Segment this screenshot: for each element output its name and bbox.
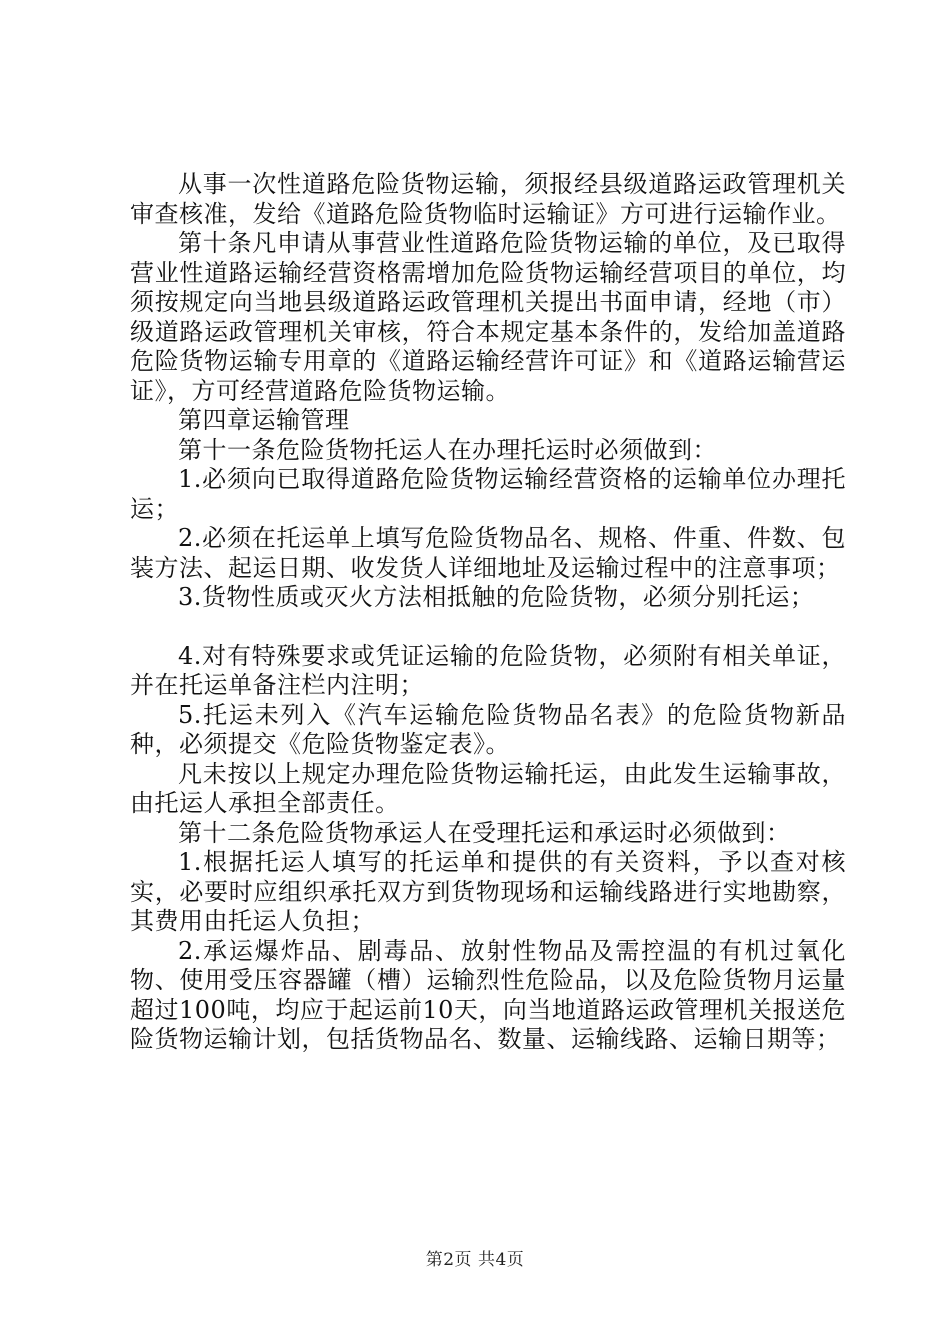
article-heading: 第十一条危险货物托运人在办理托运时必须做到： <box>178 435 717 464</box>
list-item: 1.必须向已取得道路危险货物运输经营资格的运输单位办理托运； <box>130 465 846 523</box>
document-body <box>130 170 846 1055</box>
list-item: 3.货物性质或灭火方法相抵触的危险货物，必须分别托运； <box>178 583 815 611</box>
page-footer <box>0 1245 950 1270</box>
list-item: 2.必须在托运单上填写危险货物品名、规格、件重、件数、包装方法、起运日期、收发货人详细地址及运输过程中的注意事项； <box>130 524 846 582</box>
article-heading: 第十二条危险货物承运人在受理托运和承运时必须做到： <box>178 818 791 847</box>
paragraph: 凡未按以上规定办理危险货物运输托运，由此发生运输事故，由托运人承担全部责任。 <box>130 759 846 817</box>
list-item: 4.对有特殊要求或凭证运输的危险货物，必须附有相关单证，并在托运单备注栏内注明； <box>130 641 846 699</box>
list-item: 5.托运未列入《汽车运输危险货物品名表》的危险货物新品种，必须提交《危险货物鉴定表》。 <box>130 700 846 758</box>
list-item: 2.承运爆炸品、剧毒品、放射性物品及需控温的有机过氧化物、使用受压容器罐（槽）运输烈性危险品，以及危险货物月运量超过100吨，均应于起运前10天，向当地道路运政管理机关报送危险货物运输计划，包括货物品名、数量、运输线路、运输日期等； <box>130 936 846 1053</box>
paragraph: 第十条凡申请从事营业性道路危险货物运输的单位，及已取得营业性道路运输经营资格需增加危险货物运输经营项目的单位，均须按规定向当地县级道路运政管理机关提出书面申请，经地（市）级道路运政管理机关审核，符合本规定基本条件的，发给加盖道路危险货物运输专用章的《道路运输经营许可证》和《道路运输营运证》，方可经营道路危险货物运输。 <box>130 229 846 405</box>
list-item: 1.根据托运人填写的托运单和提供的有关资料，予以查对核实，必要时应组织承托双方到货物现场和运输线路进行实地勘察，其费用由托运人负担； <box>130 848 846 935</box>
blank-line <box>130 613 846 642</box>
paragraph: 从事一次性道路危险货物运输，须报经县级道路运政管理机关审查核准，发给《道路危险货物临时运输证》方可进行运输作业。 <box>130 170 846 228</box>
page-number-label: 第2页 共4页 <box>425 1250 525 1270</box>
chapter-heading: 第四章运输管理 <box>178 406 350 434</box>
